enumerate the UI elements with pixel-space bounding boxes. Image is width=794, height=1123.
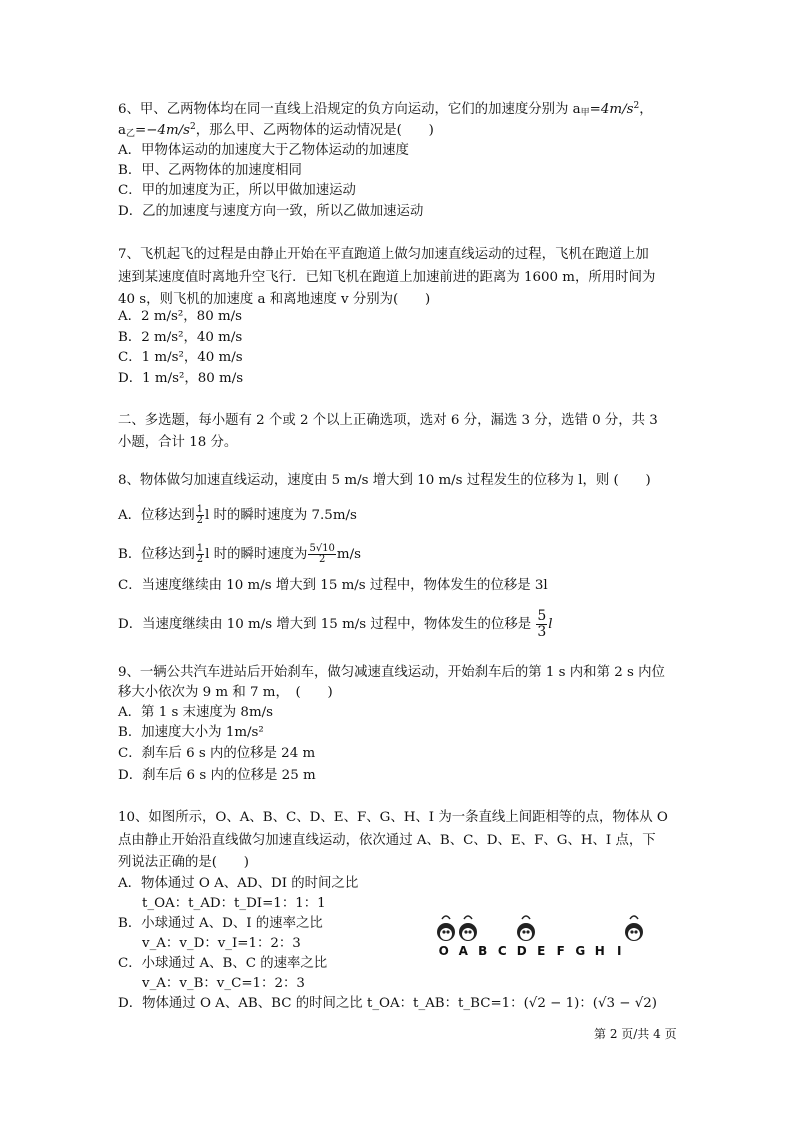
q9-option-d: D．刹车后 6 s 内的位移是 25 m bbox=[118, 768, 316, 783]
cartoon-icon bbox=[459, 916, 477, 941]
cartoon-icon bbox=[517, 916, 535, 941]
q6-option-c: C．甲的加速度为正，所以甲做加速运动 bbox=[118, 183, 356, 198]
q8-half-fraction-a: $\frac{1}{2}$ bbox=[196, 504, 203, 526]
point-label-i: I bbox=[617, 944, 622, 958]
q6-option-b: B．甲、乙两物体的加速度相同 bbox=[118, 163, 302, 178]
q6-accel-yi: =−4m/s bbox=[135, 123, 191, 138]
q8-velocity-fraction: $\frac{5√10}{2}$ bbox=[309, 543, 335, 565]
q6-accel-jia: =4m/s bbox=[589, 102, 634, 117]
cartoon-icon bbox=[625, 916, 643, 941]
q9-stem-line2: 移大小依次为 9 m 和 7 m， ( ) bbox=[118, 685, 333, 700]
point-label-f: F bbox=[556, 944, 565, 958]
q7-stem-line2: 速到某速度值时离地升空飞行．已知飞机在跑道上加速前进的距离为 1600 m，所用时间为 bbox=[118, 270, 656, 285]
cartoon-icon bbox=[437, 916, 455, 941]
q9-option-c: C．刹车后 6 s 内的位移是 24 m bbox=[118, 746, 316, 761]
point-label-g: G bbox=[575, 944, 586, 958]
q7-option-d: D．1 m/s²，80 m/s bbox=[118, 371, 244, 386]
section2-heading-line2: 小题，合计 18 分。 bbox=[118, 435, 238, 450]
q7-option-b: B．2 m/s²，40 m/s bbox=[118, 330, 243, 345]
q10-stem-line2: 点由静止开始沿直线做匀加速直线运动，依次通过 A、B、C、D、E、F、G、H、I 点，下 bbox=[118, 833, 656, 848]
point-label-c: C bbox=[497, 944, 507, 958]
q6-stem-tail: ，那么甲、乙两物体的运动情况是( ) bbox=[195, 123, 434, 138]
page-number-footer: 第 2 页/共 4 页 bbox=[594, 1027, 677, 1041]
section2-heading-line1: 二、多选题，每小题有 2 个或 2 个以上正确选项，选对 6 分，漏选 3 分，选错 0 分，共 3 bbox=[118, 413, 658, 428]
q8-option-b: B．位移达到 $\frac{1}{2}$ l 时的瞬时速度为 $\frac{5√10}{2}$ m/s bbox=[118, 543, 362, 565]
q6-sub-jia: 甲 bbox=[580, 108, 590, 118]
q10-option-a-ratio: t_OA：t_AD：t_DI=1：1：1 bbox=[142, 896, 326, 911]
q10-option-b: B．小球通过 A、D、I 的速率之比 bbox=[118, 916, 323, 931]
q7-option-c: C．1 m/s²，40 m/s bbox=[118, 350, 243, 365]
q8-option-c: C．当速度继续由 10 m/s 增大到 15 m/s 过程中，物体发生的位移是 3l bbox=[118, 578, 548, 593]
q10-option-d: D．物体通过 O A、AB、BC 的时间之比 t_OA：t_AB：t_BC=1：(√2 − 1)：(√3 − √2) bbox=[118, 996, 658, 1011]
q10-option-b-ratio: v_A：v_D：v_I=1：2：3 bbox=[142, 936, 301, 951]
q10-option-c-ratio: v_A：v_B：v_C=1：2：3 bbox=[142, 976, 305, 991]
q6-stem-line2: $a_乙=-4m/s^2$，那么甲、乙两物体的运动情况是( ) bbox=[118, 122, 434, 139]
q8-option-d: D．当速度继续由 10 m/s 增大到 15 m/s 过程中，物体发生的位移是 $\frac{5}{3}$ l bbox=[118, 608, 553, 640]
point-label-h: H bbox=[594, 944, 605, 958]
point-label-e: E bbox=[537, 944, 546, 958]
q6-sub-yi: 乙 bbox=[125, 129, 135, 139]
point-label-a: A bbox=[458, 944, 468, 958]
q8-option-a: A．位移达到 $\frac{1}{2}$ l 时的瞬时速度为 7.5m/s bbox=[118, 504, 357, 526]
point-label-o: O bbox=[438, 944, 449, 958]
q10-stem-line3: 列说法正确的是( ) bbox=[118, 855, 249, 870]
q7-stem-line1: 7、飞机起飞的过程是由静止开始在平直跑道上做匀加速直线运动的过程，飞机在跑道上加 bbox=[118, 247, 649, 262]
q8-half-fraction-b: $\frac{1}{2}$ bbox=[196, 543, 204, 565]
q8-five-thirds-fraction: $\frac{5}{3}$ bbox=[537, 608, 547, 640]
q10-option-a: A．物体通过 O A、AD、DI 的时间之比 bbox=[118, 876, 359, 891]
q10-option-c: C．小球通过 A、B、C 的速率之比 bbox=[118, 956, 328, 971]
q9-option-b: B．加速度大小为 1m/s² bbox=[118, 725, 264, 740]
q6-stem-text: 6、甲、乙两物体均在同一直线上沿规定的负方向运动，它们的加速度分别为 a bbox=[118, 102, 581, 117]
q10-stem-line1: 10、如图所示，O、A、B、C、D、E、F、G、H、I 为一条直线上间距相等的点，物体从 O bbox=[118, 810, 668, 825]
q9-option-a: A．第 1 s 末速度为 8m/s bbox=[118, 705, 274, 720]
q6-option-d: D．乙的加速度与速度方向一致，所以乙做加速运动 bbox=[118, 204, 424, 219]
q6-a-label: a bbox=[118, 123, 126, 138]
q8-stem: 8、物体做匀加速直线运动，速度由 5 m/s 增大到 10 m/s 过程发生的位移为 l，则 ( ) bbox=[118, 473, 651, 488]
point-label-b: B bbox=[478, 944, 488, 958]
point-label-d: D bbox=[516, 944, 527, 958]
q9-stem-line1: 9、一辆公共汽车进站后开始刹车，做匀减速直线运动，开始刹车后的第 1 s 内和第 2 s 内位 bbox=[118, 665, 665, 680]
q7-option-a: A．2 m/s²，80 m/s bbox=[118, 309, 243, 324]
q6-option-a: A．甲物体运动的加速度大于乙物体运动的加速度 bbox=[118, 143, 409, 158]
figure-point-labels bbox=[434, 944, 629, 958]
q6-stem-line1: 6、甲、乙两物体均在同一直线上沿规定的负方向运动，它们的加速度分别为 $a_甲=4m/s^2$， bbox=[118, 101, 653, 118]
q7-stem-line3: 40 s，则飞机的加速度 a 和离地速度 v 分别为( ) bbox=[118, 292, 431, 307]
